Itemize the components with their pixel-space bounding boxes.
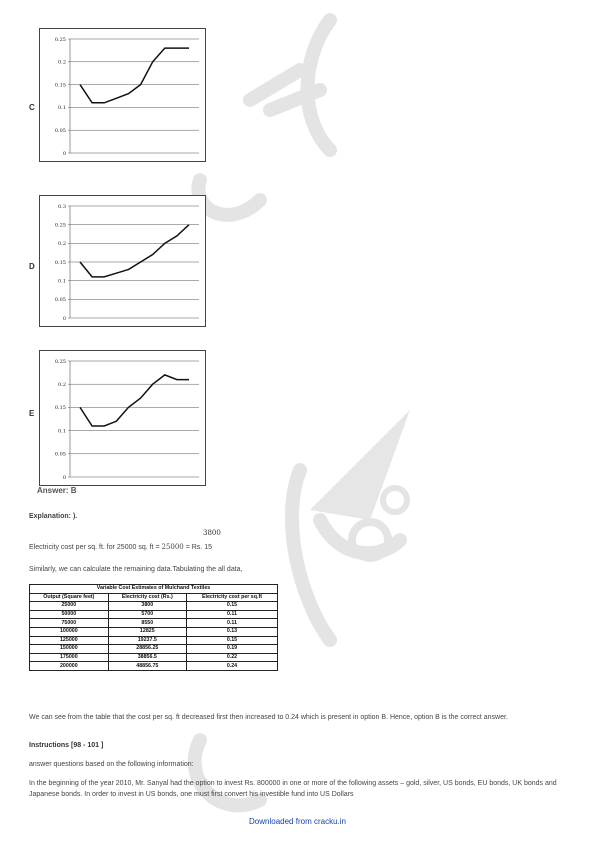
series-line <box>80 225 189 277</box>
table-cell: 100000 <box>30 627 109 636</box>
y-tick-label: 0.05 <box>54 128 66 134</box>
y-tick-label: 0 <box>62 474 66 481</box>
table-row <box>30 645 278 654</box>
table-row <box>30 653 278 662</box>
answer-text: Answer: B <box>37 486 77 495</box>
chart-option-c <box>39 28 206 162</box>
table-cell: 0.24 <box>186 662 277 671</box>
table-cell: 0.11 <box>186 619 277 628</box>
table-cell: 50000 <box>30 610 109 619</box>
y-tick-label: 0.2 <box>58 241 66 248</box>
y-tick-label: 0.3 <box>58 203 66 210</box>
chart-option-d <box>39 195 206 327</box>
y-tick-label: 0 <box>62 150 66 157</box>
option-label-e: E <box>29 409 35 418</box>
table-cell: 25000 <box>30 602 109 611</box>
table-row <box>30 619 278 628</box>
table-cell: 200000 <box>30 662 109 671</box>
option-label-c: C <box>29 103 35 112</box>
similarly-text: Similarly, we can calculate the remaining data.Tabulating the all data, <box>29 566 243 573</box>
table-cell: 3800 <box>108 602 186 611</box>
table-row <box>30 602 278 611</box>
table-header: Electricity cost per sq.ft <box>186 593 277 602</box>
y-tick-label: 0.1 <box>58 105 66 112</box>
y-tick-label: 0 <box>62 315 66 322</box>
footer-link[interactable]: Downloaded from cracku.in <box>249 817 346 826</box>
table-row <box>30 636 278 645</box>
cost-table <box>29 584 278 671</box>
table-cell: 0.19 <box>186 645 277 654</box>
table-cell: 0.15 <box>186 636 277 645</box>
y-tick-label: 0.1 <box>58 428 66 435</box>
y-tick-label: 0.1 <box>58 278 66 285</box>
table-cell: 38856.5 <box>108 653 186 662</box>
table-header: Output (Square feet) <box>30 593 109 602</box>
line-chart-d <box>40 196 205 326</box>
y-tick-label: 0.2 <box>58 59 66 66</box>
table-cell: 0.22 <box>186 653 277 662</box>
table-cell: 0.11 <box>186 610 277 619</box>
table-cell: 0.13 <box>186 627 277 636</box>
table-row <box>30 627 278 636</box>
series-line <box>80 375 189 426</box>
y-tick-label: 0.05 <box>54 451 66 458</box>
table-cell: 75000 <box>30 619 109 628</box>
series-line <box>80 48 189 103</box>
formula-result: = Rs. 15 <box>183 544 212 551</box>
line-chart-c <box>40 29 205 161</box>
table-header: Electricity cost (Rs.) <box>108 593 186 602</box>
table-title: Variable Cost Estimates of Mulchand Textiles <box>30 585 278 594</box>
instructions-heading: Instructions [98 - 101 ] <box>29 742 104 749</box>
formula-denominator: 25000 <box>161 543 184 551</box>
table-cell: 125000 <box>30 636 109 645</box>
table-cell: 8550 <box>108 619 186 628</box>
table-cell: 150000 <box>30 645 109 654</box>
y-tick-label: 0.25 <box>54 222 66 229</box>
formula-text: Electricity cost per sq. ft. for 25000 sq. ft = <box>29 544 162 551</box>
line-chart-e <box>40 351 205 485</box>
formula-line <box>29 543 212 551</box>
table-cell: 28856.25 <box>108 645 186 654</box>
table-cell: 0.15 <box>186 602 277 611</box>
table-cell: 48856.75 <box>108 662 186 671</box>
y-tick-label: 0.25 <box>54 36 66 43</box>
explanation-label: Explanation: ). <box>29 513 78 520</box>
table-cell: 12825 <box>108 627 186 636</box>
table-row <box>30 662 278 671</box>
formula-numerator: 3800 <box>203 529 221 537</box>
conclusion-text: We can see from the table that the cost per sq. ft decreased first then increased to 0.24 which is present in option B. Hence, option B is the correct answer. <box>29 714 508 721</box>
y-tick-label: 0.15 <box>54 82 66 89</box>
table-cell: 5700 <box>108 610 186 619</box>
y-tick-label: 0.2 <box>58 382 66 388</box>
answer-questions-text: answer questions based on the following information: <box>29 761 194 768</box>
y-tick-label: 0.25 <box>54 358 66 365</box>
info-paragraph: In the beginning of the year 2010, Mr. Sanyal had the option to invest Rs. 800000 in one or more of the following assets – gold, silver, US bonds, EU bonds, UK bonds and Japanese bonds. In order to invest in US bonds, one must first convert his investible fund into US Dollars <box>29 780 557 798</box>
y-tick-label: 0.15 <box>54 259 66 266</box>
table-cell: 175000 <box>30 653 109 662</box>
y-tick-label: 0.15 <box>54 405 66 412</box>
y-tick-label: 0.05 <box>54 297 66 304</box>
table-cell: 19237.5 <box>108 636 186 645</box>
chart-option-e <box>39 350 206 486</box>
table-row <box>30 610 278 619</box>
option-label-d: D <box>29 262 35 271</box>
